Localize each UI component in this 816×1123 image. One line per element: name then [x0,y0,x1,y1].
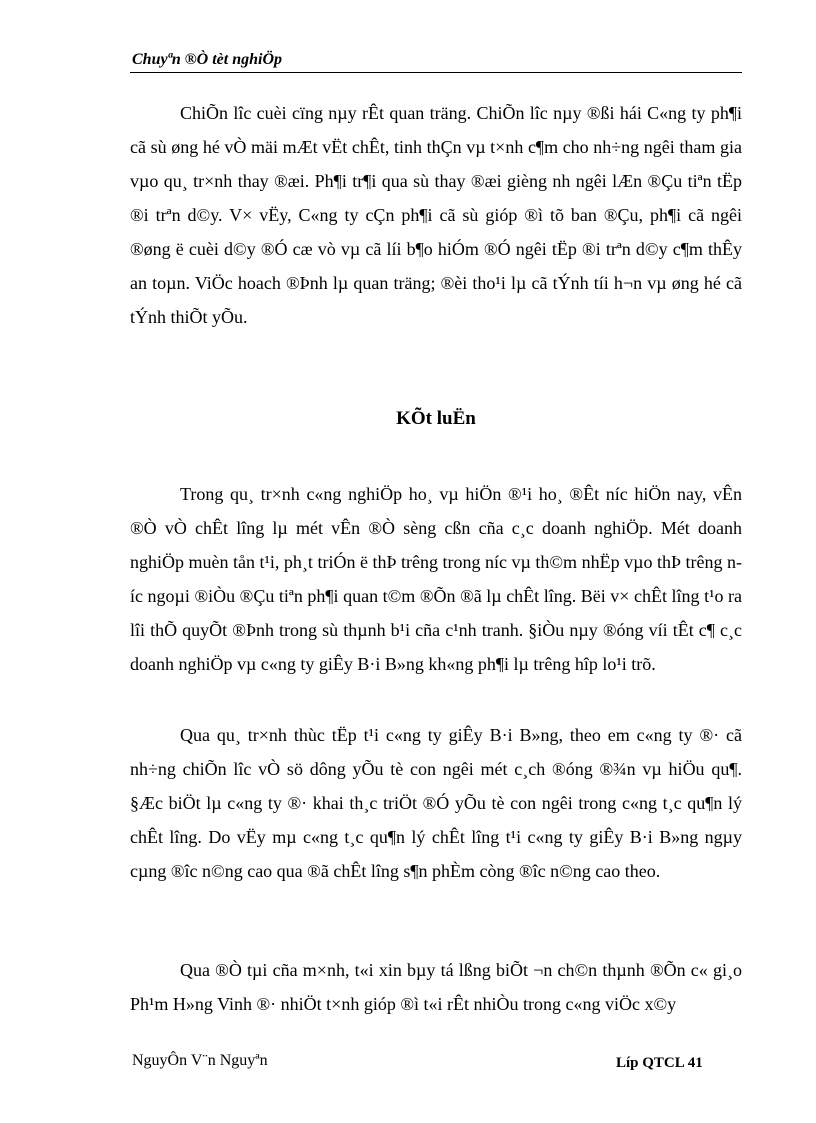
footer-author: NguyÔn V¨n Nguyªn [132,1052,268,1069]
paragraph-conclusion-intro: Trong qu¸ tr×nh c«ng nghiÖp ho¸ vµ hiÖn ®¹i ho¸ ®Êt níc hiÖn nay, vÊn ®Ò vÒ chÊt lîng lµ mét vÊn ®Ò sèng cßn cña c¸c doanh nghiÖp. Mét doanh nghiÖp muèn tån t¹i, ph¸t triÓn ë thÞ trêng trong níc vµ th©m nhËp vµo thÞ trêng níc ngoµi ®iÒu ®Çu tiªn ph¶i quan t©m ®Õn ®ã lµ chÊt lîng. Bëi v× chÊt lîng t¹o ra lîi thÕ quyÕt ®Þnh trong sù thµnh b¹i cña c¹nh tranh. §iÒu nµy ®óng víi tÊt c¶ c¸c doanh nghiÖp vµ c«ng ty giÊy B·i B»ng kh«ng ph¶i lµ trêng hîp lo¹i trõ. [130,484,742,674]
header-divider [130,72,742,73]
paragraph-acknowledgement: Qua ®Ò tµi cña m×nh, t«i xin bµy tá lßng biÕt ¬n ch©n thµnh ®Õn c« gi¸o Ph¹m H»ng Vinh ®· nhiÖt t×nh gióp ®ì t«i rÊt nhiÒu trong c«ng viÖc x©y [130,960,742,1014]
paragraph-internship-observation: Qua qu¸ tr×nh thùc tËp t¹i c«ng ty giÊy B·i B»ng, theo em c«ng ty ®· cã nh÷ng chiÕn lîc vÒ sö dông yÕu tè con ngêi mét c¸ch ®óng ®¾n vµ hiÖu qu¶. §Æc biÖt lµ c«ng ty ®· khai th¸c triÖt ®Ó yÕu tè con ngêi trong c«ng t¸c qu¶n lý chÊt lîng. Do vËy mµ c«ng t¸c qu¶n lý chÊt lîng t¹i c«ng ty giÊy B·i B»ng ngµy cµng ®îc n©ng cao qua ®ã chÊt lîng s¶n phÈm còng ®îc n©ng cao theo. [130,725,742,881]
footer-class: Líp QTCL 41 [616,1055,703,1071]
running-header-title: Chuyªn ®Ò tèt nghiÖp [132,51,283,68]
paragraph-strategy: ChiÕn lîc cuèi cïng nµy rÊt quan träng. ChiÕn lîc nµy ®ßi hái C«ng ty ph¶i cã sù øng hé vÒ mäi mÆt vËt chÊt, tinh thÇn vµ t×nh c¶m cho nh÷ng ngêi tham gia vµo qu¸ tr×nh thay ®æi. Ph¶i tr¶i qua sù thay ®æi gièng nh ngêi lÆn ®Çu tiªn tËp ®i trªn d©y. V× vËy, C«ng ty cÇn ph¶i cã sù gióp ®ì tõ ban ®Çu, ph¶i cã ngêi ®øng ë cuèi d©y ®Ó cæ vò vµ cã líi b¶o hiÓm ®Ó ngêi tËp ®i trªn d©y c¶m thÊy an toµn. ViÖc hoach ®Þnh lµ quan träng; ®èi tho¹i lµ cã tÝnh tíi h¬n vµ øng hé cã tÝnh thiÕt yÕu. [130,103,742,327]
section-heading-conclusion: KÕt luËn [396,408,476,429]
